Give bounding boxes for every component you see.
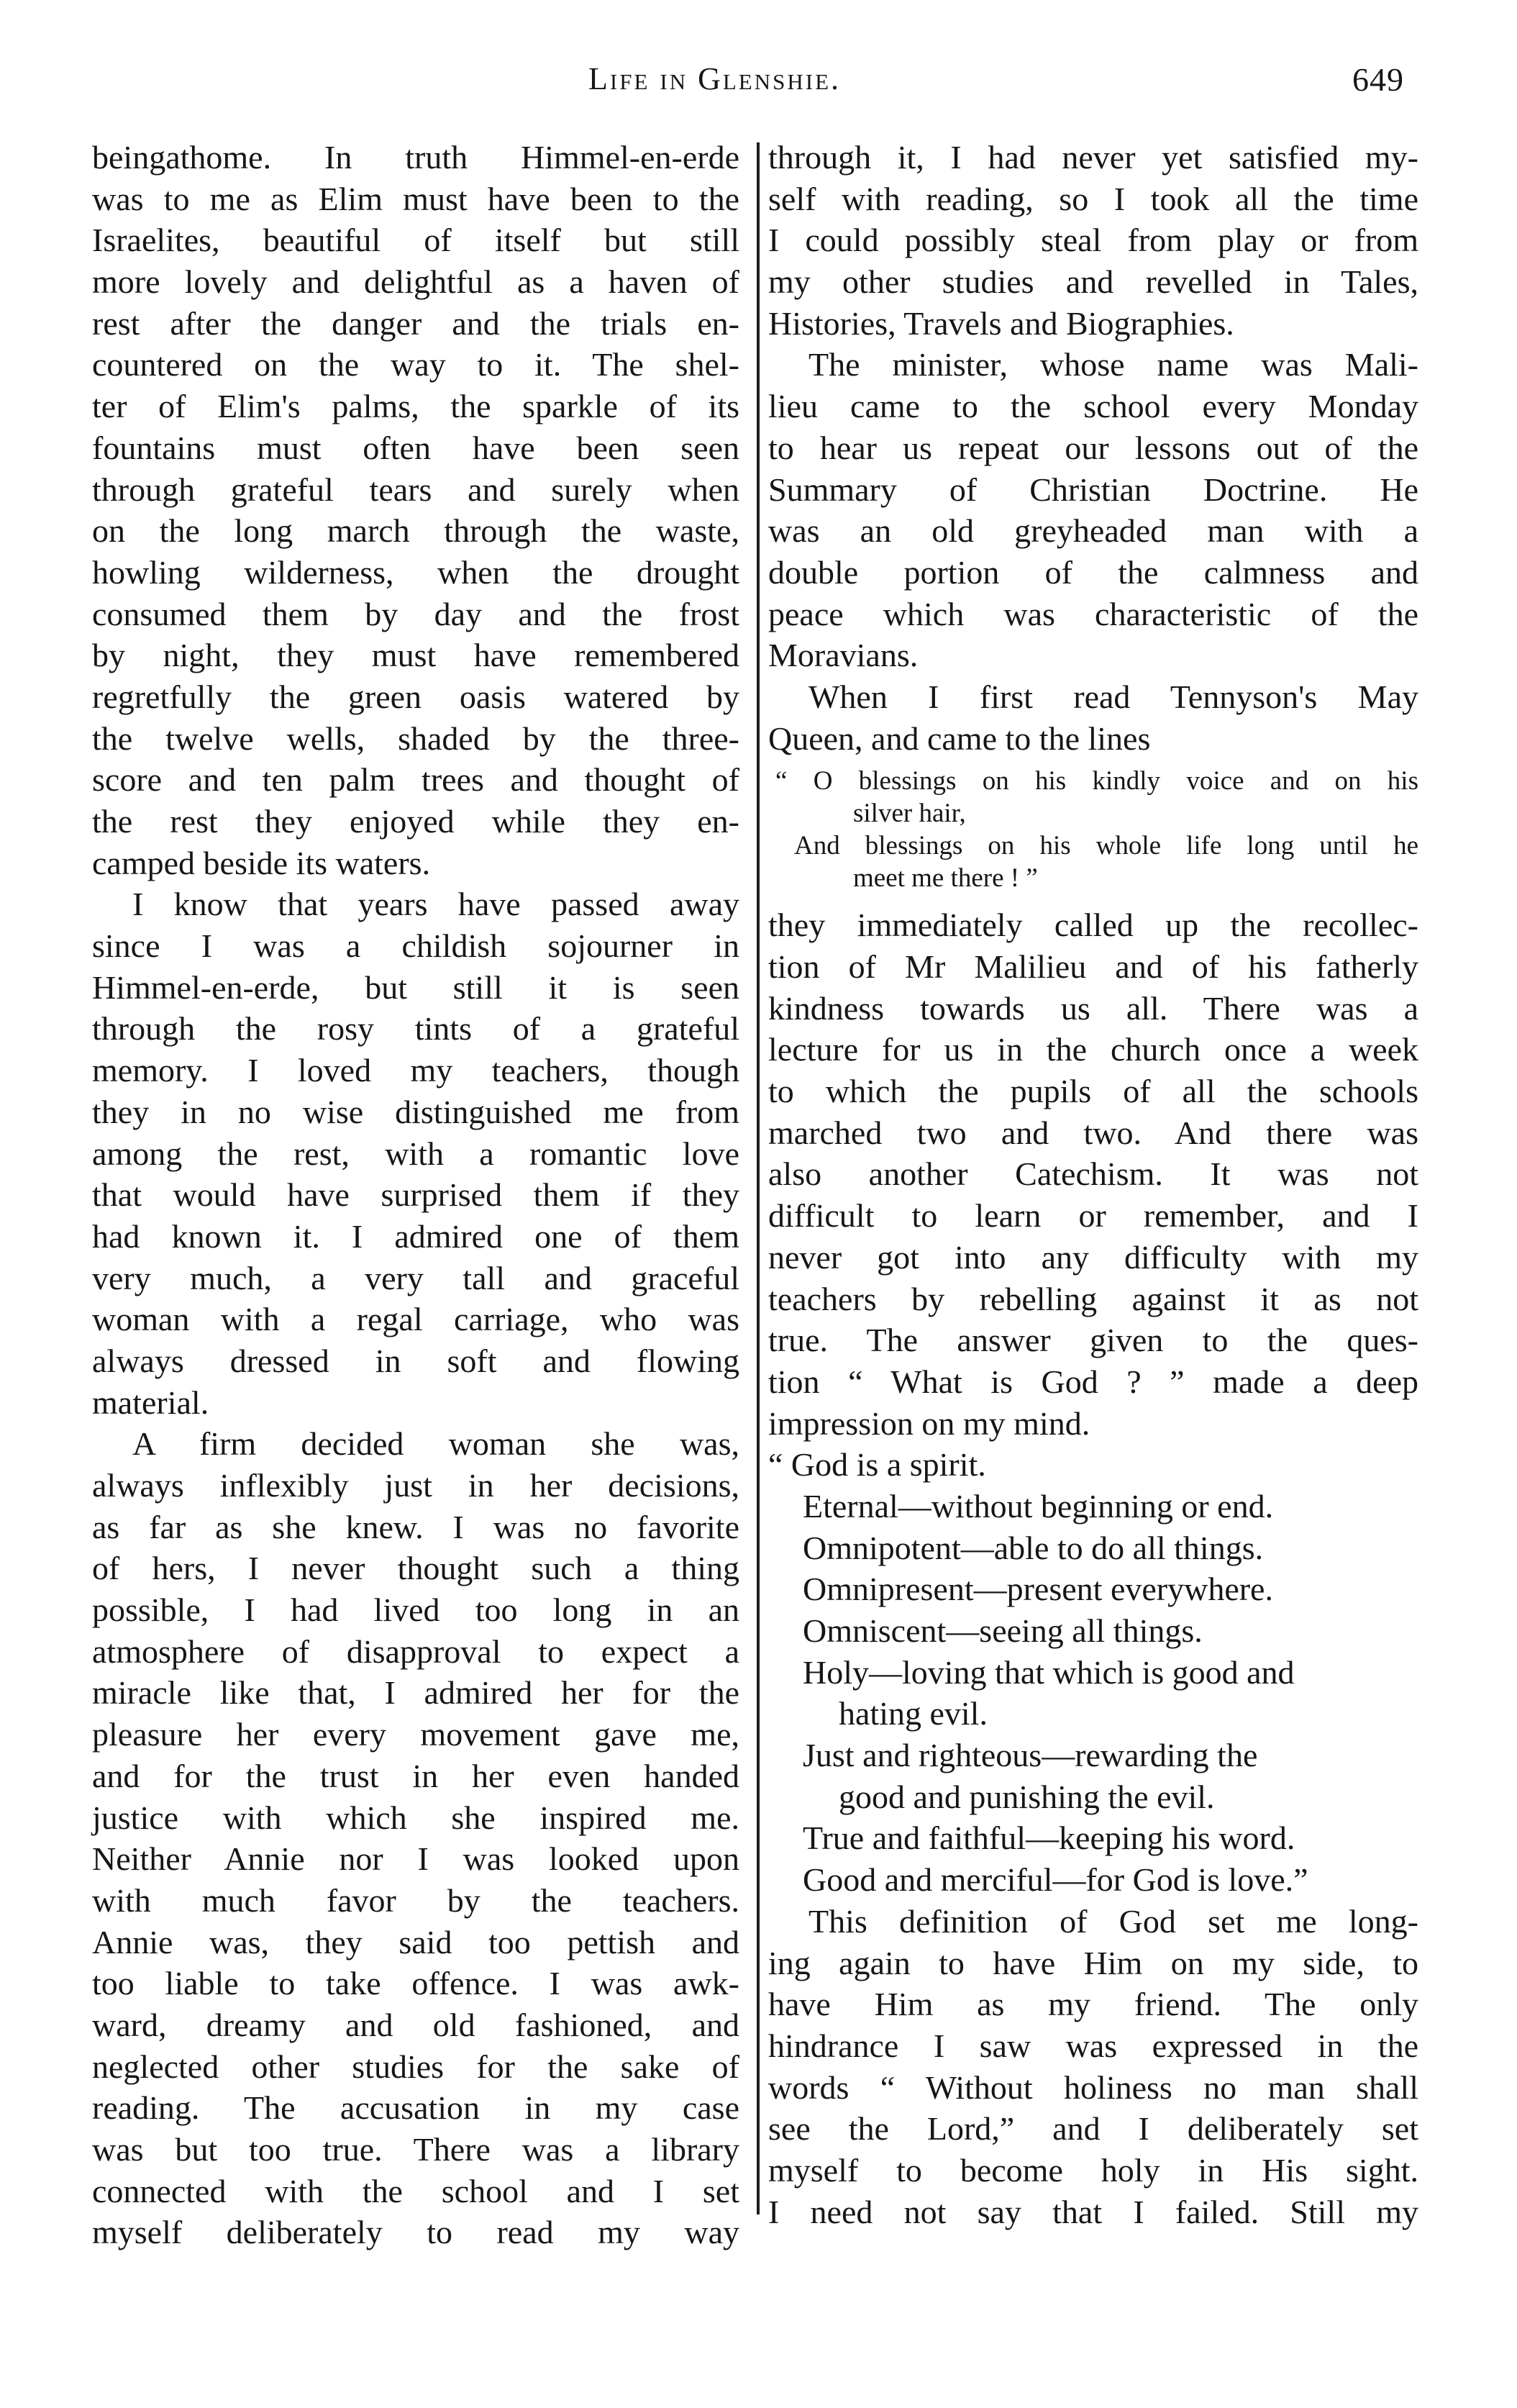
running-title: Life in Glenshie. (588, 61, 842, 96)
text-line: tion of Mr Malilieu and of his fatherly (768, 948, 1418, 985)
right-column (768, 137, 1418, 2232)
text-line: possible, I had lived too long in an (92, 1591, 739, 1629)
text-line: teachers by rebelling against it as not (768, 1280, 1418, 1317)
definition-line: hating evil. (839, 1695, 988, 1732)
definition-line: Just and righteous—rewarding the (803, 1737, 1258, 1774)
text-line: fountains must often have been seen (92, 429, 739, 466)
text-line: they immediately called up the recollec- (768, 907, 1418, 944)
text-line: When I first read Tennyson's May (808, 678, 1418, 715)
quote-line: And blessings on his whole life long until he (794, 831, 1418, 861)
text-line: consumed them by day and the frost (92, 595, 739, 632)
text-line: I could possibly steal from play or from (768, 222, 1418, 259)
text-line: always inflexibly just in her decisions, (92, 1467, 739, 1504)
left-column (92, 137, 739, 2253)
text-line: Moravians. (768, 637, 919, 674)
text-line: through the rosy tints of a grateful (92, 1010, 739, 1048)
column-divider (757, 142, 760, 2214)
text-line: true. The answer given to the ques- (768, 1322, 1418, 1359)
text-line: never got into any difficulty with my (768, 1238, 1418, 1276)
text-line: self with reading, so I took all the time (768, 180, 1418, 217)
definition-line: Omniscent—seeing all things. (803, 1612, 1203, 1649)
definition-line: Omnipotent—able to do all things. (803, 1529, 1264, 1566)
text-line: I know that years have passed away (132, 886, 739, 923)
text-line: This definition of God set me long- (808, 1902, 1418, 1940)
text-line: myself deliberately to read my way (92, 2214, 739, 2251)
text-line: Israelites, beautiful of itself but still (92, 222, 739, 259)
text-line: Histories, Travels and Biographies. (768, 304, 1234, 342)
text-line: regretfully the green oasis watered by (92, 678, 739, 715)
text-line: pleasure her every movement gave me, (92, 1716, 739, 1753)
text-line: hindrance I saw was expressed in the (768, 2027, 1418, 2064)
text-line: material. (92, 1384, 209, 1421)
text-line: miracle like that, I admired her for the (92, 1674, 739, 1712)
text-line: the rest they enjoyed while they en- (92, 803, 739, 840)
text-line: impression on my mind. (768, 1404, 1090, 1442)
text-line: very much, a very tall and graceful (92, 1259, 739, 1296)
text-line: marched two and two. And there was (768, 1114, 1418, 1151)
text-line: reading. The accusation in my case (92, 2089, 739, 2127)
definition-line: Holy—loving that which is good and (803, 1653, 1295, 1691)
text-line: howling wilderness, when the drought (92, 553, 739, 591)
text-line: difficult to learn or remember, and I (768, 1197, 1418, 1235)
text-line: was to me as Elim must have been to the (92, 180, 739, 217)
text-line: neglected other studies for the sake of (92, 2048, 739, 2085)
text-line: have Him as my friend. The only (768, 1986, 1418, 2023)
text-line: through it, I had never yet satisfied my- (768, 139, 1418, 176)
text-line: always dressed in soft and flowing (92, 1342, 739, 1379)
text-line: Himmel-en-erde, but still it is seen (92, 968, 739, 1006)
text-line: by night, they must have remembered (92, 637, 739, 674)
text-line: ward, dreamy and old fashioned, and (92, 2006, 739, 2043)
text-line: as far as she knew. I was no favorite (92, 1508, 739, 1545)
text-line: woman with a regal carriage, who was (92, 1301, 739, 1338)
quote-line: silver hair, (853, 799, 966, 829)
definition-line: good and punishing the evil. (839, 1778, 1215, 1815)
text-line: myself to become holy in His sight. (768, 2151, 1418, 2189)
definition-line: Good and merciful—for God is love.” (803, 1861, 1308, 1899)
quote-line: “ O blessings on his kindly voice and on his (775, 766, 1418, 796)
text-line: more lovely and delightful as a haven of (92, 263, 739, 301)
text-line: kindness towards us all. There was a (768, 989, 1418, 1027)
text-line: through grateful tears and surely when (92, 471, 739, 508)
text-line: lieu came to the school every Monday (768, 388, 1418, 425)
definition-line: True and faithful—keeping his word. (803, 1819, 1295, 1857)
text-line: to which the pupils of all the schools (768, 1073, 1418, 1110)
text-line: countered on the way to it. The shel- (92, 346, 739, 383)
definition-line: Eternal—without beginning or end. (803, 1487, 1274, 1525)
text-line: The minister, whose name was Mali- (808, 346, 1418, 383)
text-line: Queen, and came to the lines (768, 719, 1151, 757)
text-line: I need not say that I failed. Still my (768, 2193, 1418, 2230)
text-line: beingathome. In truth Himmel-en-erde (92, 139, 739, 176)
text-line: also another Catechism. It was not (768, 1155, 1418, 1193)
text-line: of hers, I never thought such a thing (92, 1550, 739, 1587)
text-line: Summary of Christian Doctrine. He (768, 471, 1418, 508)
text-line: was an old greyheaded man with a (768, 512, 1418, 550)
definition-line: Omnipresent—present everywhere. (803, 1571, 1273, 1608)
text-line: since I was a childish sojourner in (92, 927, 739, 965)
text-line: was but too true. There was a library (92, 2131, 739, 2168)
text-line: atmosphere of disapproval to expect a (92, 1632, 739, 1670)
text-line: score and ten palm trees and thought of (92, 761, 739, 799)
text-line: double portion of the calmness and (768, 553, 1418, 591)
text-line: my other studies and revelled in Tales, (768, 263, 1418, 301)
text-line: “ God is a spirit. (768, 1446, 986, 1484)
text-line: too liable to take offence. I was awk- (92, 1965, 739, 2002)
text-line: words “ Without holiness no man shall (768, 2068, 1418, 2106)
quote-line: meet me there ! ” (853, 863, 1038, 894)
text-line: the twelve wells, shaded by the three- (92, 719, 739, 757)
text-line: Neither Annie nor I was looked upon (92, 1840, 739, 1878)
text-line: peace which was characteristic of the (768, 595, 1418, 632)
text-line: ter of Elim's palms, the sparkle of its (92, 388, 739, 425)
text-line: connected with the school and I set (92, 2172, 739, 2209)
text-line: rest after the danger and the trials en- (92, 304, 739, 342)
page-header (0, 60, 1517, 118)
text-line: lecture for us in the church once a week (768, 1031, 1418, 1068)
text-line: see the Lord,” and I deliberately set (768, 2110, 1418, 2148)
text-line: camped beside its waters. (92, 844, 431, 881)
text-line: to hear us repeat our lessons out of the (768, 429, 1418, 466)
text-line: A firm decided woman she was, (132, 1425, 739, 1463)
text-line: justice with which she inspired me. (92, 1799, 739, 1836)
text-line: tion “ What is God ? ” made a deep (768, 1363, 1418, 1400)
text-line: and for the trust in her even handed (92, 1757, 739, 1794)
text-line: with much favor by the teachers. (92, 1881, 739, 1919)
text-line: they in no wise distinguished me from (92, 1093, 739, 1130)
text-line: had known it. I admired one of them (92, 1217, 739, 1255)
page-number: 649 (1352, 61, 1404, 98)
text-line: among the rest, with a romantic love (92, 1135, 739, 1172)
text-line: Annie was, they said too pettish and (92, 1923, 739, 1961)
text-line: memory. I loved my teachers, though (92, 1052, 739, 1089)
text-line: on the long march through the waste, (92, 512, 739, 550)
text-line: that would have surprised them if they (92, 1176, 739, 1214)
text-line: ing again to have Him on my side, to (768, 1944, 1418, 1981)
verse-quotation (768, 765, 1418, 894)
